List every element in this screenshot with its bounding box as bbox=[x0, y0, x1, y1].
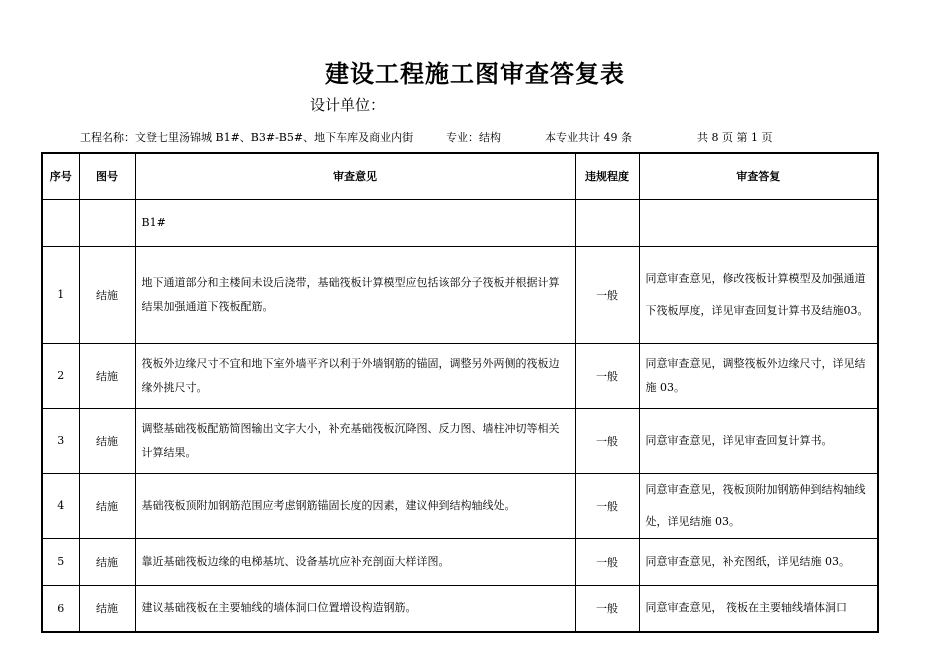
header-reply: 审查答复 bbox=[639, 153, 878, 199]
header-no: 序号 bbox=[42, 153, 79, 199]
row-severity: 一般 bbox=[575, 585, 639, 632]
table-row bbox=[42, 538, 878, 585]
row-no: 6 bbox=[42, 585, 79, 632]
section-row bbox=[42, 199, 878, 246]
project-name: 工程名称：文登七里汤锦城 B1#、B3#-B5#、地下车库及商业内街 bbox=[80, 131, 414, 144]
section-severity-cell bbox=[575, 199, 639, 246]
row-no: 3 bbox=[42, 408, 79, 473]
page-count: 共 8 页 第 1 页 bbox=[697, 131, 773, 144]
design-unit-label: 设计单位： bbox=[310, 96, 386, 114]
major-label: 专业：结构 bbox=[446, 131, 501, 144]
row-drawing-no: 结施 bbox=[79, 585, 135, 632]
header-drawing-no: 图号 bbox=[79, 153, 135, 199]
row-drawing-no: 结施 bbox=[79, 538, 135, 585]
row-reply: 同意审查意见，详见审查回复计算书。 bbox=[639, 408, 878, 473]
row-opinion: 建议基础筏板在主要轴线的墙体洞口位置增设构造钢筋。 bbox=[135, 585, 575, 632]
row-reply: 同意审查意见，补充图纸，详见结施 03。 bbox=[639, 538, 878, 585]
row-drawing-no: 结施 bbox=[79, 246, 135, 343]
row-no: 1 bbox=[42, 246, 79, 343]
row-reply: 同意审查意见， 筏板在主要轴线墙体洞口 bbox=[639, 585, 878, 632]
table-header-row bbox=[42, 153, 878, 199]
row-severity: 一般 bbox=[575, 473, 639, 538]
table-row bbox=[42, 246, 878, 343]
row-reply: 同意审查意见，修改筏板计算模型及加强通道下筏板厚度，详见审查回复计算书及结施03。 bbox=[639, 246, 878, 343]
total-items: 本专业共计 49 条 bbox=[545, 131, 632, 144]
row-drawing-no: 结施 bbox=[79, 343, 135, 408]
row-no: 2 bbox=[42, 343, 79, 408]
section-label: B1# bbox=[135, 199, 575, 246]
row-opinion: 筏板外边缘尺寸不宜和地下室外墙平齐以利于外墙钢筋的锚固，调整另外两侧的筏板边缘外挑尺寸。 bbox=[135, 343, 575, 408]
table-row bbox=[42, 408, 878, 473]
row-drawing-no: 结施 bbox=[79, 473, 135, 538]
table-row bbox=[42, 343, 878, 408]
row-drawing-no: 结施 bbox=[79, 408, 135, 473]
header-severity: 违规程度 bbox=[575, 153, 639, 199]
section-no-cell bbox=[42, 199, 79, 246]
row-opinion: 基础筏板顶附加钢筋范围应考虑钢筋锚固长度的因素，建议伸到结构轴线处。 bbox=[135, 473, 575, 538]
table-row bbox=[42, 585, 878, 632]
review-table bbox=[41, 152, 879, 633]
row-no: 4 bbox=[42, 473, 79, 538]
row-reply: 同意审查意见，调整筏板外边缘尺寸，详见结施 03。 bbox=[639, 343, 878, 408]
row-reply: 同意审查意见，筏板顶附加钢筋伸到结构轴线处，详见结施 03。 bbox=[639, 473, 878, 538]
row-severity: 一般 bbox=[575, 343, 639, 408]
row-opinion: 地下通道部分和主楼间未设后浇带，基础筏板计算模型应包括该部分子筏板并根据计算结果加强通道下筏板配筋。 bbox=[135, 246, 575, 343]
section-reply-cell bbox=[639, 199, 878, 246]
page-title: 建设工程施工图审查答复表 bbox=[325, 60, 625, 88]
section-drawing-cell bbox=[79, 199, 135, 246]
row-severity: 一般 bbox=[575, 246, 639, 343]
row-severity: 一般 bbox=[575, 408, 639, 473]
row-no: 5 bbox=[42, 538, 79, 585]
row-opinion: 调整基础筏板配筋简图输出文字大小，补充基础筏板沉降图、反力图、墙柱冲切等相关计算结果。 bbox=[135, 408, 575, 473]
table-row bbox=[42, 473, 878, 538]
row-severity: 一般 bbox=[575, 538, 639, 585]
header-opinion: 审查意见 bbox=[135, 153, 575, 199]
row-opinion: 靠近基础筏板边缘的电梯基坑、设备基坑应补充剖面大样详图。 bbox=[135, 538, 575, 585]
